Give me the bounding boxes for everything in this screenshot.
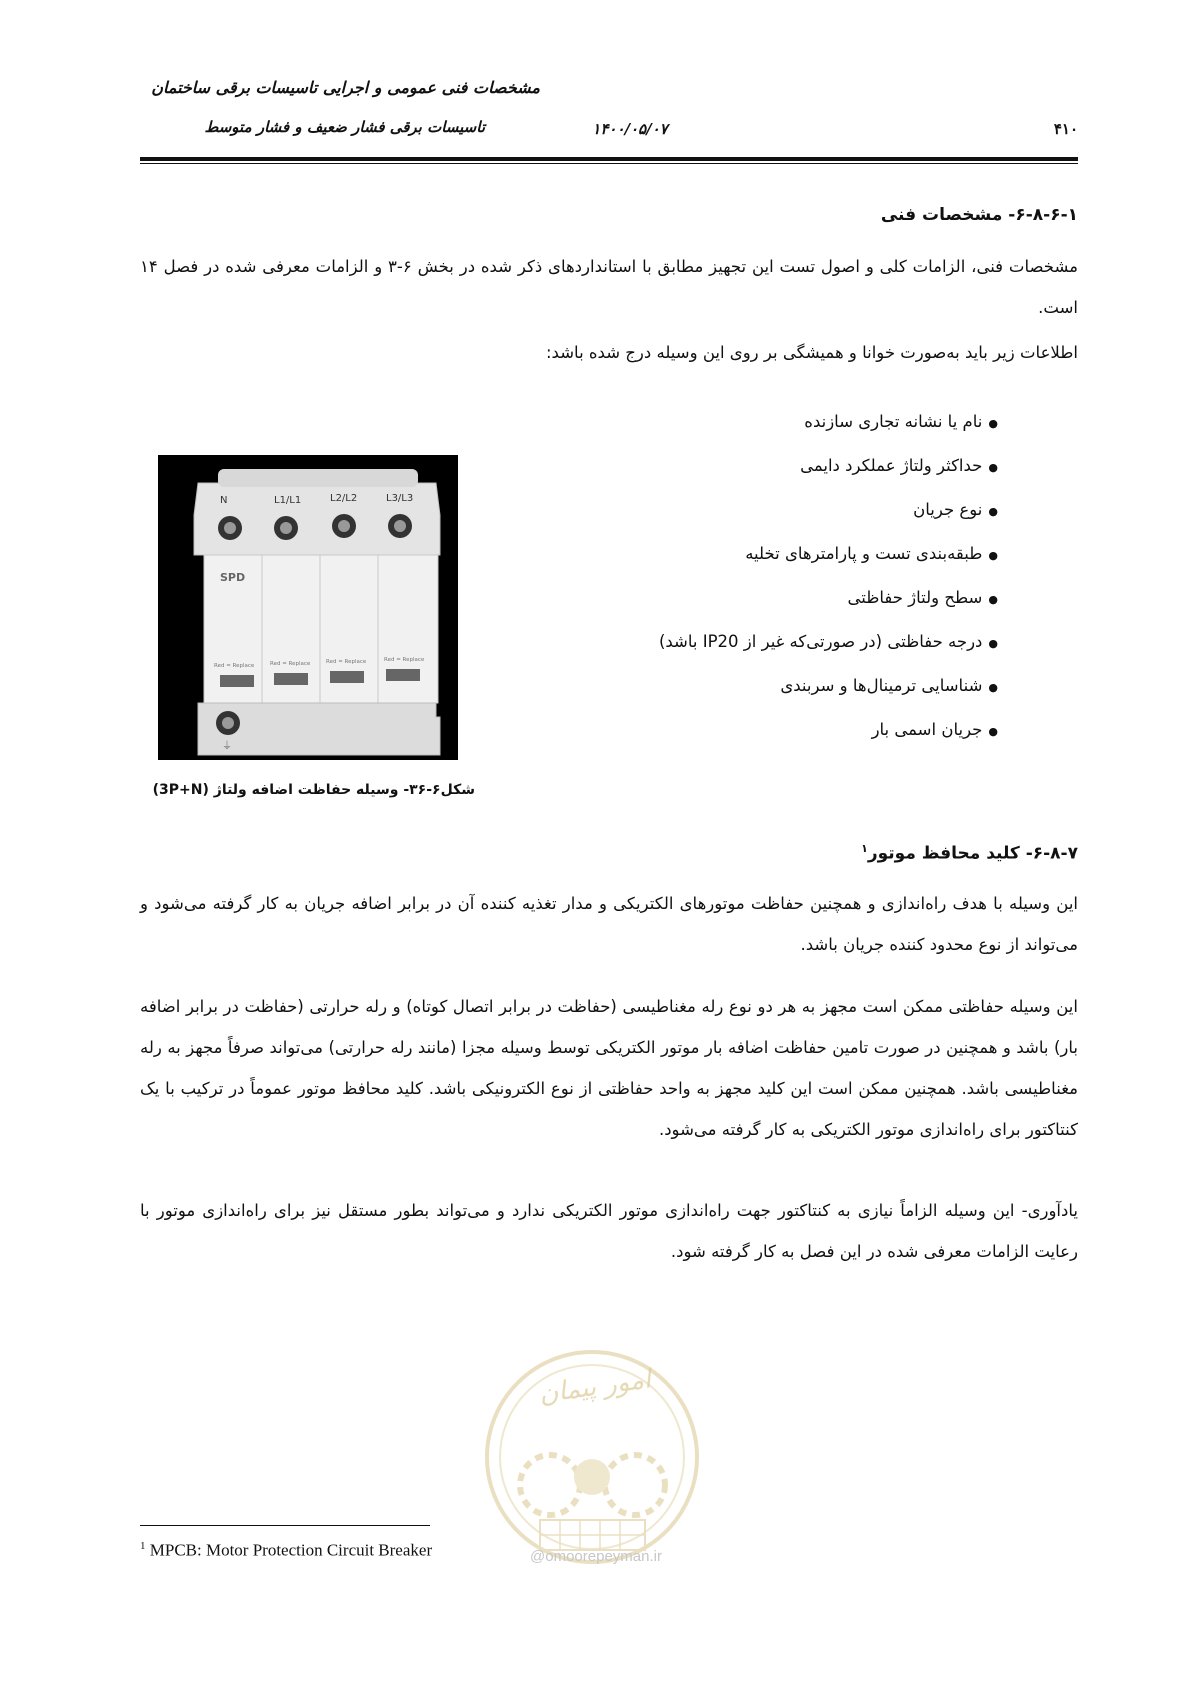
paragraph-note: یادآوری- این وسیله الزاماً نیازی به کنتاکتور جهت راه‌اندازی موتور الکتریکی ندارد و می‌تواند بطور مستقل نیز برای راه‌اندازی موتور با رعایت الزامات معرفی شده در این فصل به کار گرفته شود. <box>140 1201 1078 1261</box>
list-item: ● طبقه‌بندی تست و پارامترهای تخلیه <box>580 532 998 576</box>
document-date: ۱۴۰۰/۰۵/۰۷ <box>592 120 668 138</box>
paragraph-specs: مشخصات فنی، الزامات کلی و اصول تست این تجهیز مطابق با استانداردهای ذکر شده در بخش ۶-۳ و الزامات معرفی شده در فصل ۱۴ است. <box>140 257 1078 317</box>
figure-caption: شکل۶-۳۶- وسیله حفاظت اضافه ولتاژ (3P+N) <box>152 782 475 798</box>
watermark-seal-text: امور پیمان <box>537 1364 653 1410</box>
footnote <box>140 1540 540 1561</box>
section-heading-motor-protection <box>140 842 1078 864</box>
window-label: Red = Replace <box>270 661 311 667</box>
ground-symbol: ⏚ <box>222 741 232 752</box>
header-rule-thin <box>140 163 1078 164</box>
footnote-reference: ۱ <box>861 842 868 855</box>
list-item: ● سطح ولتاژ حفاظتی <box>580 576 998 620</box>
section-heading-text: ۶-۸-۷- کلید محافظ موتور <box>867 843 1078 864</box>
spd-device-illustration <box>158 455 458 760</box>
footnote-number: 1 <box>140 1540 146 1552</box>
terminal-label-l3: L3/L3 <box>386 493 414 504</box>
paragraph-motor-relays: این وسیله حفاظتی ممکن است مجهز به هر دو نوع رله مغناطیسی (حفاظت در برابر اتصال کوتاه) و رله حرارتی (حفاظت در برابر اضافه بار) باشد و همچنین در صورت تامین حفاظت اضافه بار موتور الکتریکی توسط وسیله مجزا (مانند رله حرارتی) می‌تواند صرفاً مجهز به رله مغناطیسی باشد. همچنین ممکن است این کلید مجهز به واحد حفاظتی از نوع الکترونیکی باشد. کلید محافظ موتور عموماً در ترکیب با یک کنتاکتور برای راه‌اندازی موتور الکتریکی به کار گرفته می‌شود. <box>140 997 1078 1139</box>
paragraph-marking-intro: اطلاعات زیر باید به‌صورت خوانا و همیشگی بر روی این وسیله درج شده باشد: <box>546 343 1078 362</box>
list-item: ● درجه حفاظتی (در صورتی‌که غیر از IP20 باشد) <box>580 620 998 664</box>
footnote-separator <box>140 1525 430 1526</box>
window-label: Red = Replace <box>214 663 255 669</box>
list-item: ● نوع جریان <box>580 488 998 532</box>
window-label: Red = Replace <box>384 657 425 663</box>
document-title: مشخصات فنی عمومی و اجرایی تاسیسات برقی ساختمان <box>151 78 540 97</box>
spd-device-photo <box>158 455 458 760</box>
spd-brand-label: SPD <box>220 571 246 584</box>
terminal-label-l1: L1/L1 <box>274 495 302 506</box>
list-item: ● جریان اسمی بار <box>580 708 998 752</box>
header-rule-thick <box>140 157 1078 161</box>
list-item: ● حداکثر ولتاژ عملکرد دایمی <box>580 444 998 488</box>
terminal-label-l2: L2/L2 <box>330 493 358 504</box>
window-label: Red = Replace <box>326 659 367 665</box>
list-item: ● نام یا نشانه تجاری سازنده <box>580 400 998 444</box>
terminal-label-n: N <box>220 495 228 506</box>
footnote-text: MPCB: Motor Protection Circuit Breaker <box>149 1540 433 1560</box>
paragraph-motor-purpose: این وسیله با هدف راه‌اندازی و همچنین حفاظت موتورهای الکتریکی و مدار تغذیه کننده آن در برابر اضافه جریان به کار گرفته می‌شود و می‌تواند از نوع محدود کننده جریان باشد. <box>140 894 1078 954</box>
section-heading-technical-specs: ۶-۸-۶-۱- مشخصات فنی <box>880 205 1078 225</box>
page-number: ۴۱۰ <box>1053 120 1078 138</box>
list-item: ● شناسایی ترمینال‌ها و سربندی <box>580 664 998 708</box>
document-subtitle: تاسیسات برقی فشار ضعیف و فشار متوسط <box>204 118 485 136</box>
marking-bullet-list <box>580 400 998 752</box>
watermark-url: @omoorepeyman.ir <box>530 1548 662 1565</box>
